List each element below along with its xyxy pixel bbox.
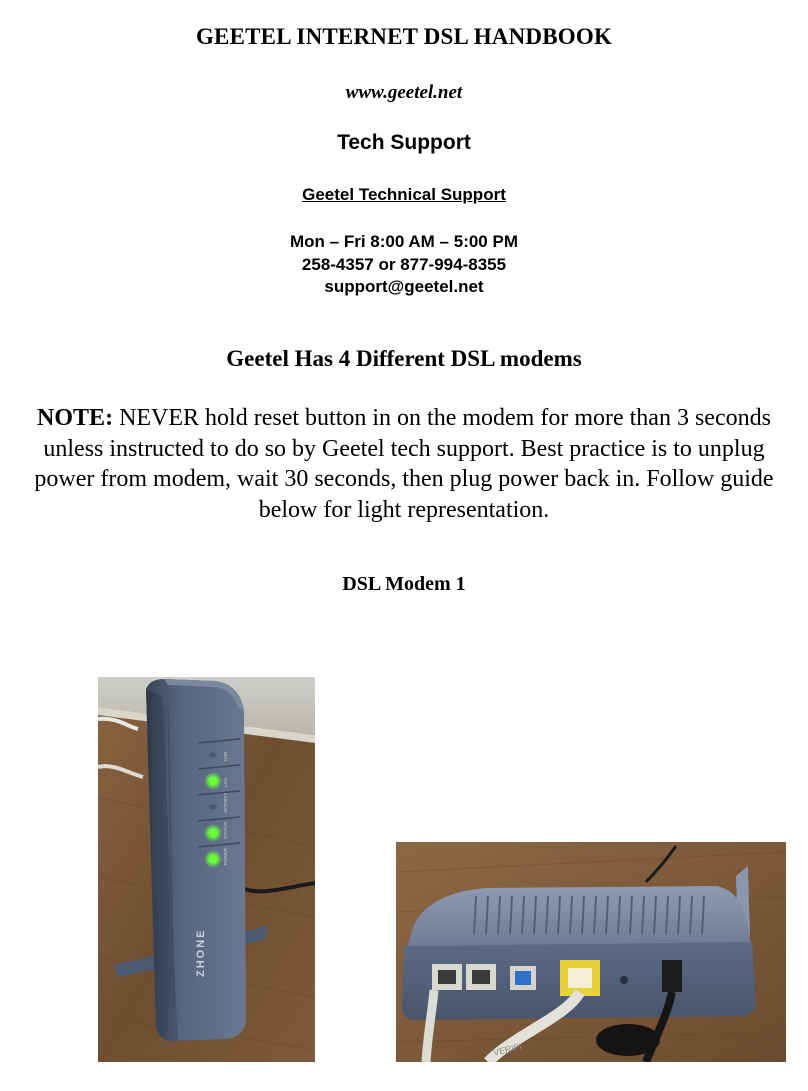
note-paragraph xyxy=(18,403,790,525)
phone-line: 258-4357 or 877-994-8355 xyxy=(301,254,507,274)
power-jack xyxy=(662,960,682,992)
modem-heading: DSL Modem 1 xyxy=(342,573,466,595)
support-subheading xyxy=(0,185,808,205)
led-label-power: POWER xyxy=(223,847,228,865)
support-subheading-text: Geetel Technical Support xyxy=(302,185,506,204)
cable-label: VERIFI xyxy=(492,1041,523,1058)
page-title: GEETEL INTERNET DSL HANDBOOK xyxy=(195,24,613,49)
section-heading: Geetel Has 4 Different DSL modems xyxy=(226,346,582,371)
led-label-lan: LAN xyxy=(223,778,228,787)
ethernet-port xyxy=(560,960,600,996)
modem-back-photo xyxy=(396,842,786,1062)
email-line: support@geetel.net xyxy=(324,277,484,296)
led-label-activity: ACTIVITY xyxy=(223,792,228,813)
website-link[interactable]: www.geetel.net xyxy=(345,82,463,103)
led-activity-light xyxy=(209,805,217,810)
hours-line: Mon – Fri 8:00 AM – 5:00 PM xyxy=(290,232,518,251)
usb-port xyxy=(510,966,536,990)
support-heading: Tech Support xyxy=(337,131,471,154)
contact-block xyxy=(0,231,808,299)
led-usb-light xyxy=(209,753,217,758)
reset-button xyxy=(620,976,628,984)
note-label: NOTE: xyxy=(37,405,114,431)
led-label-status: STATUS xyxy=(223,821,228,839)
brand-logo: ZHONE xyxy=(195,928,207,977)
note-text: NEVER hold reset button in on the modem for more than 3 seconds unless instructed to do so by Geetel tech support. Best practice is to unplug power from modem, wait 30 seconds, then plug power back in. Follow guide below for light representation. xyxy=(34,405,774,523)
modem-front-photo xyxy=(98,677,315,1062)
led-power-light xyxy=(209,857,217,862)
led-status-light xyxy=(209,831,217,836)
led-label-usb: USB xyxy=(223,751,228,761)
led-lan-light xyxy=(209,779,217,784)
